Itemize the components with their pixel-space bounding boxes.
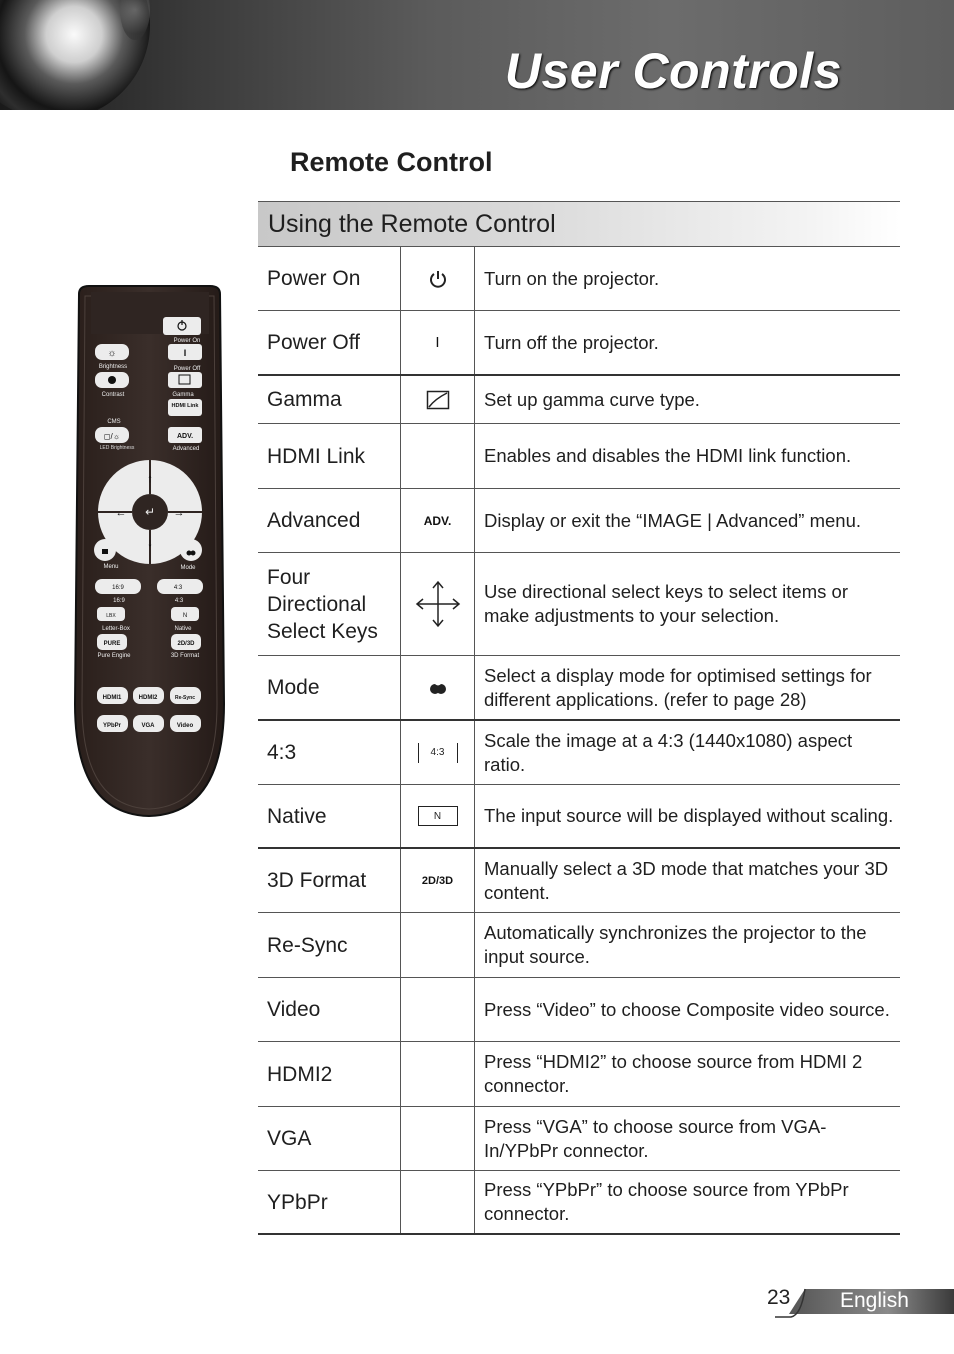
row-name: VGA [258, 1107, 401, 1170]
empty-icon-cell [401, 1107, 475, 1170]
table-row [258, 553, 900, 656]
row-name: 3D Format [258, 849, 401, 912]
row-name: Power Off [258, 311, 401, 374]
row-description: Turn off the projector. [484, 331, 659, 353]
remote-down-arrow-icon: ↓ [147, 537, 153, 549]
remote-left-arrow-icon: ← [115, 507, 127, 519]
row-description: Press “Video” to choose Composite video source. [484, 998, 890, 1020]
mode-icon [401, 656, 475, 719]
aspect-4-3-icon: 4:3 [418, 743, 458, 763]
row-name: HDMI2 [258, 1042, 401, 1106]
table-row [258, 849, 900, 913]
remote-mode-label: Mode [180, 565, 196, 571]
remote-power-on-label: Power On [173, 338, 201, 344]
remote-resync-key: Re-Sync [174, 695, 196, 701]
row-name: 4:3 [258, 721, 401, 784]
remote-pure-key: PURE [103, 641, 121, 647]
empty-icon-cell [401, 1042, 475, 1106]
table-row [258, 311, 900, 376]
row-description: Select a display mode for optimised settings for different applications. (refer to page 28) [484, 664, 872, 710]
row-name: Video [258, 978, 401, 1041]
remote-brightness-label: Brightness [98, 364, 128, 370]
remote-gamma-label: Gamma [172, 392, 194, 398]
table-row [258, 1171, 900, 1235]
remote-power-off-key: I [183, 348, 187, 358]
row-description: Press “YPbPr” to choose source from YPbPr connector. [484, 1179, 849, 1224]
table-heading: Using the Remote Control [258, 201, 900, 247]
remote-lbx-key: LBX [106, 613, 116, 619]
remote-control-table [258, 201, 900, 1235]
empty-icon-cell [401, 913, 475, 977]
page-number: 23 [767, 1286, 791, 1309]
3d-format-icon: 2D/3D [421, 874, 454, 887]
remote-ypbpr-key: YPbPr [102, 723, 122, 729]
four-direction-arrows-icon [401, 553, 475, 655]
row-description: Display or exit the “IMAGE | Advanced” menu. [484, 509, 862, 531]
table-row [258, 721, 900, 785]
table-row [258, 247, 900, 311]
table-row [258, 1107, 900, 1171]
row-name: HDMI Link [258, 424, 401, 488]
page-title: User Controls [504, 43, 842, 99]
row-description: Automatically synchronizes the projector to the input source. [484, 922, 867, 967]
remote-16-9-label: 16:9 [113, 598, 125, 604]
remote-vga-key: VGA [141, 723, 155, 729]
remote-cms-label: CMS [107, 419, 121, 425]
remote-brightness-key: ☼ [107, 348, 117, 359]
remote-native-label: Native [174, 626, 192, 632]
row-name: Four Directional Select Keys [258, 553, 401, 655]
remote-4-3-key: 4:3 [173, 585, 183, 591]
row-name: Native [258, 785, 401, 847]
row-description: Turn on the projector. [484, 267, 660, 289]
table-row [258, 913, 900, 978]
row-name: Re-Sync [258, 913, 401, 977]
table-row [258, 785, 900, 849]
row-description: Enables and disables the HDMI link function. [484, 445, 852, 466]
row-description: Manually select a 3D mode that matches your 3D content. [484, 857, 889, 903]
header-banner [0, 0, 954, 110]
table-row [258, 1042, 900, 1107]
remote-native-key: N [182, 613, 188, 619]
remote-up-arrow-icon: ↑ [147, 473, 153, 485]
row-description: Use directional select keys to select items or make adjustments to your selection. [484, 581, 848, 626]
remote-menu-label: Menu [103, 564, 119, 570]
remote-advanced-label: Advanced [172, 446, 200, 452]
power-icon [401, 247, 475, 310]
remote-4-3-label: 4:3 [174, 598, 184, 604]
adv-icon: ADV. [423, 513, 452, 528]
remote-led-key: ◻/☼ [103, 432, 121, 441]
remote-control-illustration [71, 284, 228, 819]
empty-icon-cell [401, 1171, 475, 1233]
row-description: The input source will be displayed without scaling. [484, 805, 894, 826]
table-row [258, 656, 900, 721]
remote-16-9-key: 16:9 [112, 585, 124, 591]
power-off-icon: I [435, 334, 440, 351]
table-row [258, 376, 900, 424]
remote-led-brightness-label: LED Brightness [99, 445, 135, 451]
row-name: YPbPr [258, 1171, 401, 1233]
remote-letterbox-label: Letter-Box [102, 626, 130, 632]
row-name: Power On [258, 247, 401, 310]
row-name: Advanced [258, 489, 401, 552]
remote-hdmi1-key: HDMI1 [102, 695, 122, 701]
table-row [258, 424, 900, 489]
empty-icon-cell [401, 424, 475, 488]
table-row [258, 489, 900, 553]
remote-pure-engine-label: Pure Engine [97, 653, 131, 659]
gamma-curve-icon [401, 376, 475, 423]
section-title: Remote Control [290, 147, 493, 177]
row-description: Press “VGA” to choose source from VGA-In/YPbPr connector. [484, 1115, 827, 1161]
language-label: English [840, 1289, 909, 1312]
remote-contrast-label: Contrast [101, 392, 125, 398]
table-row [258, 978, 900, 1042]
row-description: Press “HDMI2” to choose source from HDMI 2 connector. [484, 1051, 863, 1096]
row-description: Set up gamma curve type. [484, 388, 700, 410]
remote-3d-format-label: 3D Format [170, 653, 200, 659]
row-name: Mode [258, 656, 401, 719]
remote-video-key: Video [176, 723, 194, 729]
remote-hdmi-link-key: HDMI Link [171, 403, 199, 409]
row-name: Gamma [258, 376, 401, 423]
native-icon: N [418, 806, 458, 826]
remote-3d-key: 2D/3D [177, 641, 195, 647]
empty-icon-cell [401, 978, 475, 1041]
remote-adv-key: ADV. [176, 433, 194, 440]
row-description: Scale the image at a 4:3 (1440x1080) aspect ratio. [484, 729, 853, 775]
remote-enter-icon: ↵ [144, 505, 156, 519]
remote-hdmi2-key: HDMI2 [138, 695, 158, 701]
remote-power-off-label: Power Off [173, 366, 201, 372]
remote-right-arrow-icon: → [173, 507, 185, 519]
